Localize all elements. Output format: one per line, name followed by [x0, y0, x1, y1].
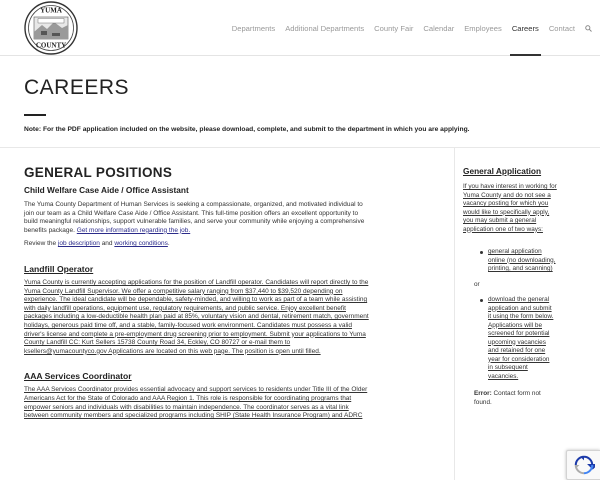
pdf-note: Note: For the PDF application included on the website, please download, complete, and submit to the department in which you are applying. [24, 126, 470, 133]
aaa-services-coordinator-title[interactable]: AAA Services Coordinator [24, 371, 132, 382]
landfill-operator-title[interactable]: Landfill Operator [24, 263, 94, 274]
more-info-link[interactable]: Get more information regarding the job. [76, 226, 191, 234]
general-application-heading[interactable]: General Application [463, 166, 542, 176]
nav-calendar[interactable]: Calendar [423, 23, 455, 33]
nav-careers[interactable]: Careers [507, 0, 544, 56]
title-underline [24, 114, 46, 116]
sidebar [463, 166, 581, 407]
svg-text:YUMA: YUMA [40, 6, 62, 15]
general-application-intro: If you have interest in working for Yuma County and do not see a vacancy posting for which you would like to specifically apply, you may submit a general application one of two ways: [463, 183, 557, 233]
main-content [24, 165, 430, 421]
general-positions-heading: GENERAL POSITIONS [24, 165, 173, 180]
job-description-link[interactable]: job description [57, 240, 100, 248]
nav-departments[interactable]: Departments [231, 23, 276, 33]
application-options-list-2 [463, 296, 581, 381]
section-divider [0, 147, 600, 148]
search-icon[interactable] [580, 0, 600, 56]
nav-additional-departments[interactable]: Additional Departments [285, 23, 365, 33]
recaptcha-badge[interactable] [566, 450, 600, 480]
svg-text:COUNTY: COUNTY [35, 41, 67, 50]
landfill-operator-description: Yuma County is currently accepting applications for the position of Landfill operator. Candidates will report directly to the Yuma County Landfill Supervisor. We offer a competitive salary ranging from $37,440 to $39,520 depending on experience. The ideal candidate will be dependable, safety-minded, and willing to work as part of a team while assisting with daily landfill operations, equipment use, regulatory requirements, and public service. Enjoy excellent benefit packages including a low-deductible health plan paid at 85%, voluntary vision and dental, retirement match, government holidays, generous paid time off, and a stable, family-focused work environment. Candidates must possess a valid driver's license and complete a pre-employment drug screening prior to employment. Submit your applications to Yuma County Landfill CC: Kurt Sellers 15738 County Road 34, Eckley, CO 80727 or e-mail them to ksellers@yumacountyco.gov Applications are located on this web page. The position is open until filled. [24, 278, 369, 355]
working-conditions-link[interactable]: working conditions [114, 240, 168, 248]
application-options-list-1 [463, 248, 581, 274]
site-header [0, 0, 600, 56]
yuma-county-seal-logo[interactable] [24, 1, 78, 55]
nav-employees[interactable]: Employees [464, 23, 502, 33]
child-welfare-heading: Child Welfare Case Aide / Office Assistant [24, 185, 189, 195]
review-line: Review the job description and working conditions. [24, 240, 170, 248]
nav-county-fair[interactable]: County Fair [374, 23, 414, 33]
recaptcha-icon [573, 454, 595, 476]
contact-form-error: Error: Contact form not found. [474, 390, 541, 406]
online-application-link[interactable]: general application online (no downloading, printing, and scanning) [488, 248, 581, 274]
aaa-services-description: The AAA Services Coordinator provides essential advocacy and support services to residents under Title III of the Older Americans Act for the State of Colorado and AAA Region 1. This role is responsible for coordinating programs that empower seniors and individuals with disabilities to maintain independence. The coordinator serves as a vital link between community members and specialized programs including SHIP (State Health Insurance Program) and ADRC [24, 386, 368, 420]
download-application-link[interactable]: download the general application and submit it using the form below. Applications will be screened for potential upcoming vacancies and retained for one year for consideration in subsequent vacancies. [488, 296, 581, 381]
main-nav [227, 0, 600, 56]
page-title: CAREERS [24, 76, 130, 99]
nav-contact[interactable]: Contact [548, 23, 575, 33]
or-separator: or [474, 280, 480, 288]
column-divider [454, 148, 455, 480]
child-welfare-description: The Yuma County Department of Human Services is seeking a compassionate, organized, and motivated individual to join our team as a Child Welfare Case Aide / Office Assistant. This full-time position offers an excellent opportunity to build meaningful relationships, support vulnerable families, and serve your community while enjoying a comprehensive benefits package. Get more information regarding the job. [24, 201, 365, 234]
